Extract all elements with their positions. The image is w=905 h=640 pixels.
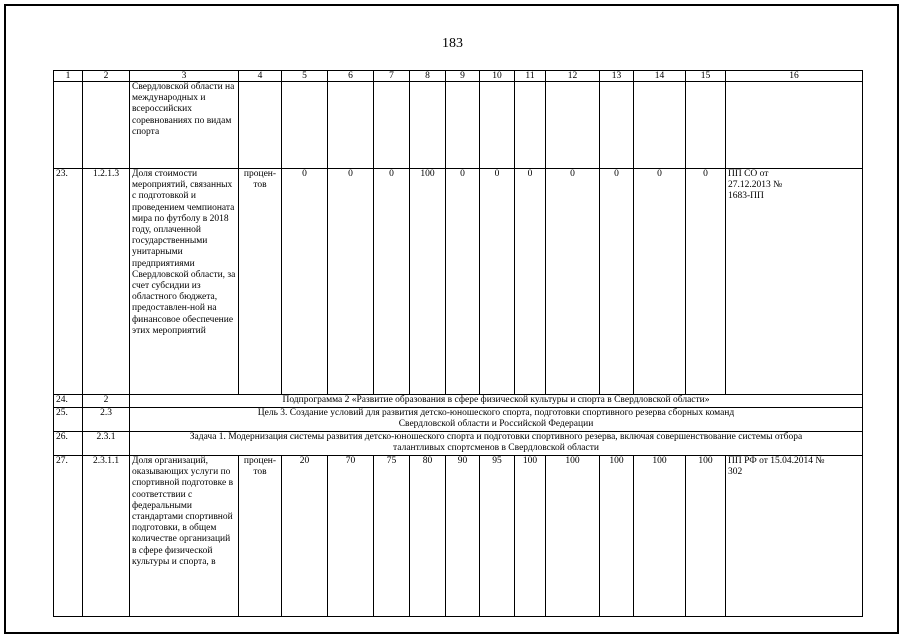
value-cell: 20 — [282, 456, 328, 617]
header-cell: 13 — [600, 71, 634, 82]
value-cell: 0 — [282, 169, 328, 395]
header-cell: 3 — [130, 71, 239, 82]
row-code: 2 — [83, 395, 130, 408]
value-cell: 95 — [480, 456, 515, 617]
value-cell: 100 — [515, 456, 546, 617]
value-cell — [634, 82, 686, 169]
value-cell — [374, 82, 410, 169]
value-cell: 0 — [600, 169, 634, 395]
value-cell: 0 — [515, 169, 546, 395]
value-cell: 90 — [446, 456, 480, 617]
value-cell — [546, 82, 600, 169]
indicator-name: Свердловской области на международных и всероссийских соревнованиях по видам спорта — [130, 82, 239, 169]
value-cell: 70 — [328, 456, 374, 617]
indicator-name: Доля стоимости мероприятий, связанных с подготовкой и проведением чемпионата мира по футболу в 2018 году, оплаченной государственными унитарными предприятиями Свердловской области, за счет субсидии из областного бюджета, предоставлен-ной на финансовое обеспечение этих мероприятий — [130, 169, 239, 395]
table-row — [54, 82, 863, 169]
table-row — [54, 395, 863, 408]
header-cell: 1 — [54, 71, 83, 82]
row-code — [83, 82, 130, 169]
header-cell: 12 — [546, 71, 600, 82]
subprogram-title: Подпрограмма 2 «Развитие образования в сфере физической культуры и спорта в Свердловской области» — [130, 395, 863, 408]
value-cell — [328, 82, 374, 169]
value-cell: 100 — [634, 456, 686, 617]
row-code: 1.2.1.3 — [83, 169, 130, 395]
unit-cell: процен-тов — [239, 456, 282, 617]
table-row — [54, 408, 863, 432]
row-code: 2.3.1 — [83, 432, 130, 456]
row-number — [54, 82, 83, 169]
header-cell: 6 — [328, 71, 374, 82]
value-cell — [686, 82, 726, 169]
header-cell: 8 — [410, 71, 446, 82]
header-cell: 10 — [480, 71, 515, 82]
value-cell: 0 — [686, 169, 726, 395]
header-cell: 4 — [239, 71, 282, 82]
value-cell: 0 — [634, 169, 686, 395]
row-number: 25. — [54, 408, 83, 432]
task-title: Задача 1. Модернизация системы развития детско-юношеского спорта и подготовки спортивного резерва, включая совершенствование системы отбора талантливых спортсменов в Свердловской области — [130, 432, 863, 456]
unit-cell — [239, 82, 282, 169]
header-cell: 14 — [634, 71, 686, 82]
value-cell: 75 — [374, 456, 410, 617]
header-cell: 2 — [83, 71, 130, 82]
row-number: 26. — [54, 432, 83, 456]
unit-cell: процен-тов — [239, 169, 282, 395]
value-cell — [480, 82, 515, 169]
page-number: 183 — [442, 36, 463, 51]
value-cell: 0 — [546, 169, 600, 395]
header-cell: 5 — [282, 71, 328, 82]
value-cell: 100 — [546, 456, 600, 617]
indicator-name: Доля организаций, оказывающих услуги по спортивной подготовке в соответствии с федеральными стандартами спортивной подготовки, в общем количестве организаций в сфере физической культуры и спорта, в — [130, 456, 239, 617]
table-header-row — [54, 71, 863, 82]
table-row — [54, 169, 863, 395]
goal-title: Цель 3. Создание условий для развития детско-юношеского спорта, подготовки спортивного резерва сборных команд Свердловской области и Российской Федерации — [130, 408, 863, 432]
legal-document-cell: ПП РФ от 15.04.2014 № 302 — [726, 456, 863, 617]
header-cell: 15 — [686, 71, 726, 82]
value-cell: 0 — [374, 169, 410, 395]
value-cell: 100 — [686, 456, 726, 617]
header-cell: 16 — [726, 71, 863, 82]
value-cell: 0 — [446, 169, 480, 395]
value-cell — [410, 82, 446, 169]
row-number: 24. — [54, 395, 83, 408]
value-cell: 100 — [410, 169, 446, 395]
value-cell — [600, 82, 634, 169]
indicators-table — [53, 70, 863, 617]
table-row — [54, 456, 863, 617]
header-cell: 11 — [515, 71, 546, 82]
value-cell — [515, 82, 546, 169]
value-cell: 100 — [600, 456, 634, 617]
value-cell — [446, 82, 480, 169]
value-cell — [282, 82, 328, 169]
row-code: 2.3.1.1 — [83, 456, 130, 617]
value-cell: 0 — [328, 169, 374, 395]
legal-document-cell: ПП СО от 27.12.2013 № 1683-ПП — [726, 169, 863, 395]
header-cell: 7 — [374, 71, 410, 82]
row-number: 23. — [54, 169, 83, 395]
header-cell: 9 — [446, 71, 480, 82]
row-number: 27. — [54, 456, 83, 617]
value-cell: 0 — [480, 169, 515, 395]
row-code: 2.3 — [83, 408, 130, 432]
value-cell: 80 — [410, 456, 446, 617]
table-row — [54, 432, 863, 456]
legal-document-cell — [726, 82, 863, 169]
